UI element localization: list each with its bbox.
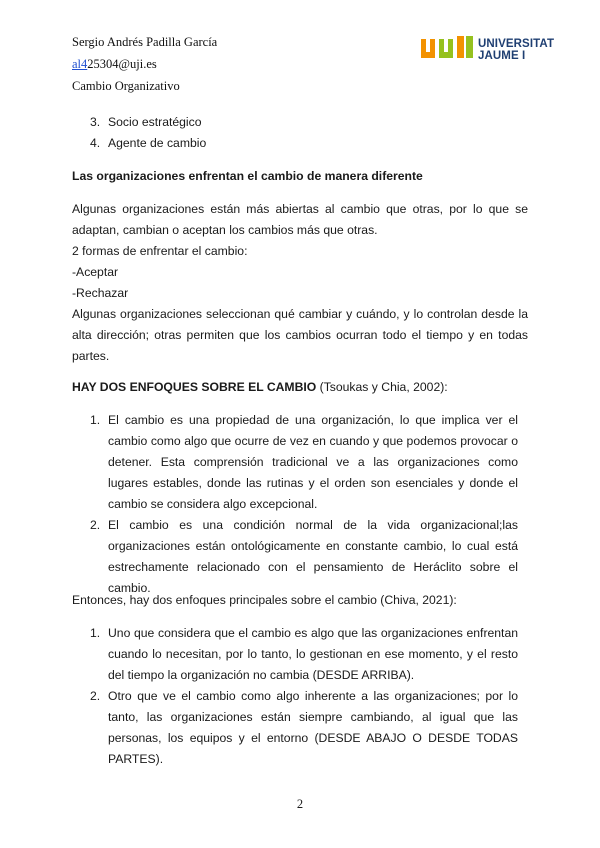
- list-text: Socio estratégico: [108, 115, 202, 129]
- enfoques-heading-bold: HAY DOS ENFOQUES SOBRE EL CAMBIO: [72, 380, 317, 394]
- list-number: 2.: [90, 518, 101, 532]
- page-number: 2: [296, 797, 304, 811]
- paragraph: Algunas organizaciones seleccionan qué cambiar y cuándo, y lo controlan desde la alta dirección; otras permiten que los cambios ocurran todo el tiempo y en todas partes.: [72, 307, 528, 363]
- list-number: 2.: [90, 689, 101, 703]
- list-text: El cambio es una condición normal de la vida organizacional;las organizaciones están ontológicamente en constante cambio, lo cual está estrechamente relacionado con el pensamiento de Heráclito sobre el cambio.: [108, 518, 518, 595]
- logo-line2: JAUME I: [478, 50, 526, 62]
- section-heading: Las organizaciones enfrentan el cambio de manera diferente: [72, 169, 423, 183]
- list-text: Agente de cambio: [108, 136, 207, 150]
- logo-wordmark: [478, 38, 554, 62]
- list-number: 3.: [90, 115, 101, 129]
- list-text: Otro que ve el cambio como algo inherente a las organizaciones; por lo tanto, las organizaciones están siempre cambiando, al igual que las personas, los equipos y el entorno (DESDE ABAJO O DESDE TODAS PARTES).: [108, 689, 518, 766]
- list-number: 4.: [90, 136, 101, 150]
- logo-line1: UNIVERSITAT: [478, 38, 555, 50]
- uji-logo-icon: [421, 36, 475, 64]
- text-line: -Rechazar: [72, 286, 129, 300]
- header-course: Cambio Organizativo: [72, 79, 180, 93]
- university-logo: [421, 36, 563, 66]
- header-email[interactable]: [72, 57, 157, 72]
- email-link-prefix[interactable]: al4: [72, 57, 88, 71]
- paragraph: Entonces, hay dos enfoques principales sobre el cambio (Chiva, 2021):: [72, 593, 457, 607]
- list-number: 1.: [90, 626, 101, 640]
- text-line: 2 formas de enfrentar el cambio:: [72, 244, 248, 258]
- text-line: -Aceptar: [72, 265, 119, 279]
- email-rest: 25304@uji.es: [87, 57, 157, 71]
- enfoques-heading: [72, 377, 528, 398]
- header-author: Sergio Andrés Padilla García: [72, 35, 218, 49]
- enfoques-heading-citation: (Tsoukas y Chia, 2002):: [316, 380, 448, 394]
- list-text: Uno que considera que el cambio es algo que las organizaciones enfrentan cuando lo necesitan, por lo tanto, lo gestionan en ese momento, y el resto del tiempo la organización no cambia (DESDE ARRIBA).: [108, 626, 518, 682]
- list-text: El cambio es una propiedad de una organización, lo que implica ver el cambio como algo que ocurre de vez en cuando y que podemos provocar o detener. Esta comprensión tradicional ve a las organizaciones como lugares estables, donde las rutinas y el orden son esenciales y donde el cambio se considera algo excepcional.: [108, 413, 518, 511]
- paragraph: Algunas organizaciones están más abiertas al cambio que otras, por lo que se adaptan, cambian o aceptan los cambios más que otras.: [72, 202, 528, 237]
- list-number: 1.: [90, 413, 101, 427]
